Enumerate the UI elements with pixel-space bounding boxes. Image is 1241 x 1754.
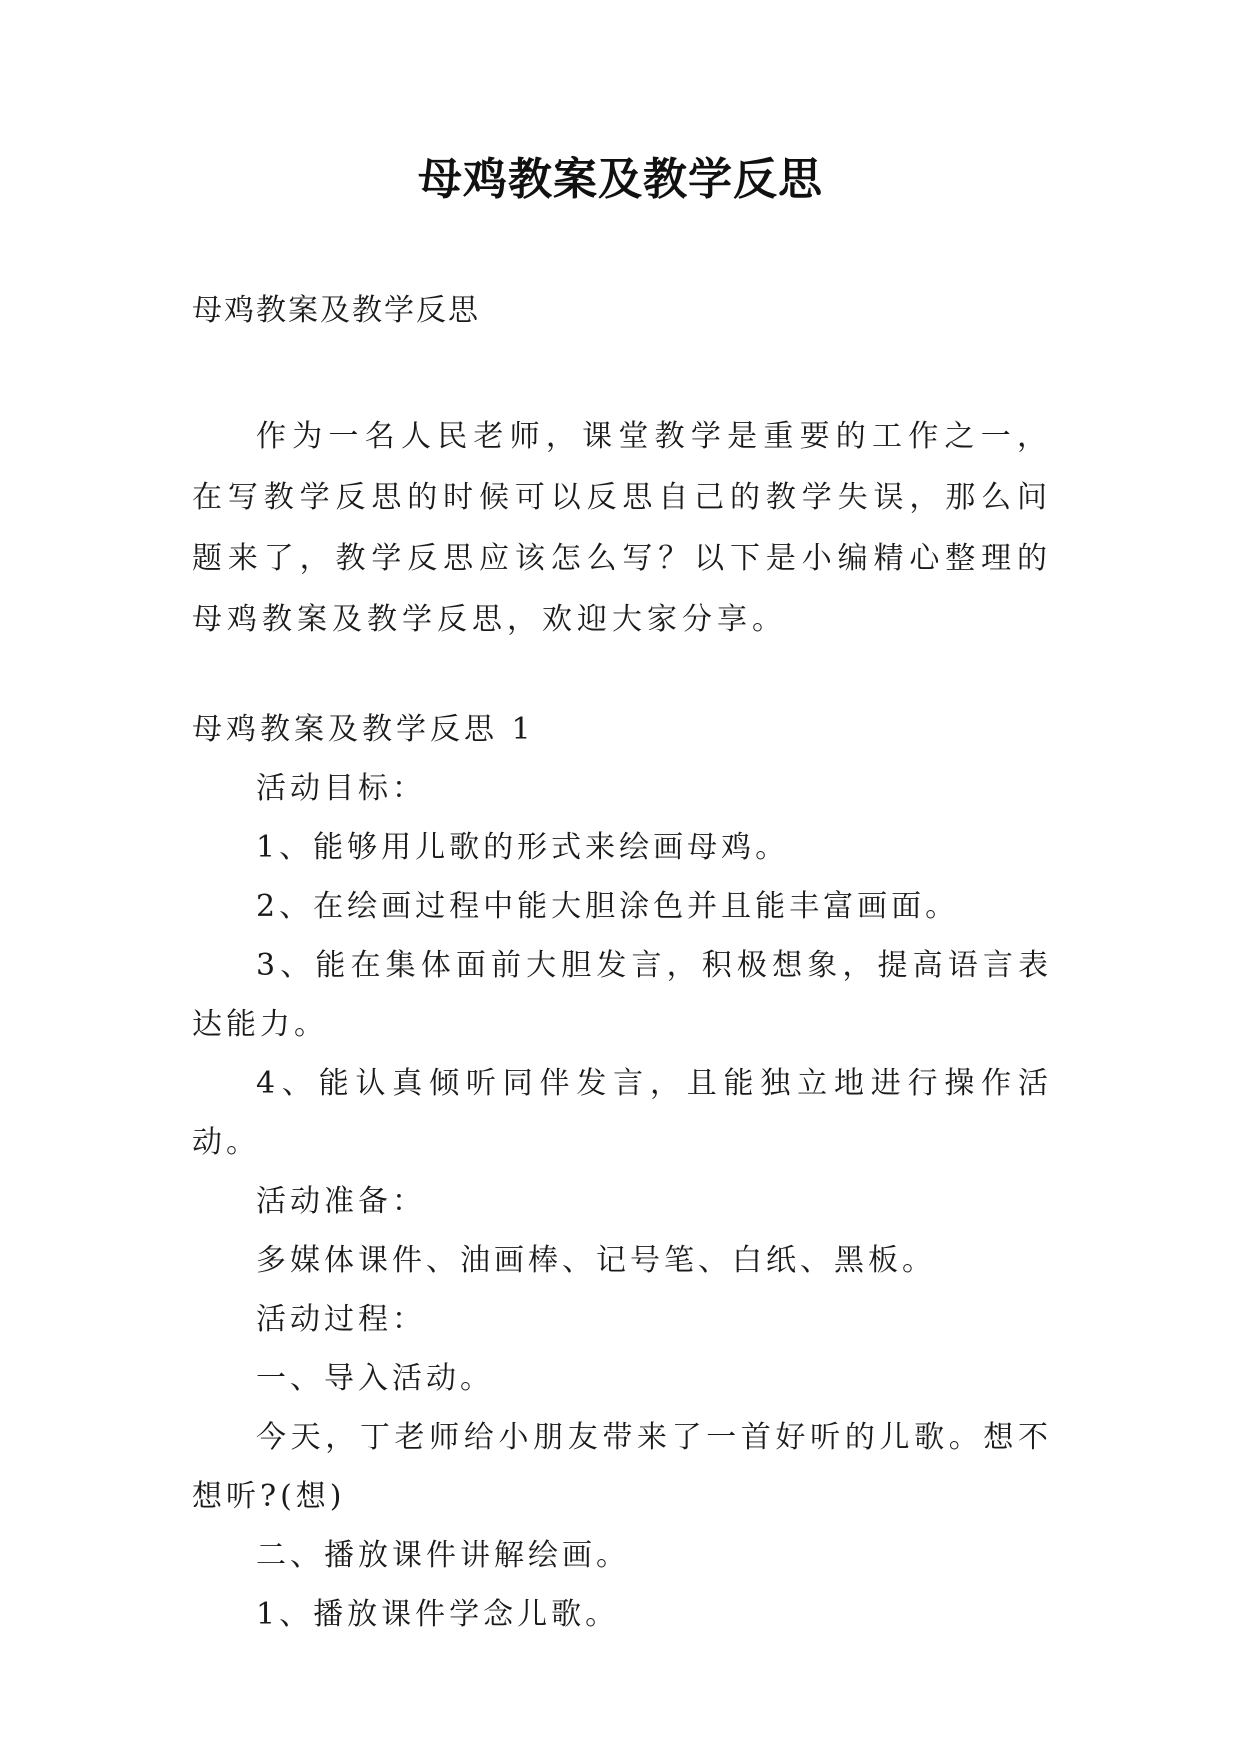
process-step-1-text: 今天，丁老师给小朋友带来了一首好听的儿歌。想不想听?(想): [192, 1420, 1052, 1514]
goal-item-3: 3、能在集体面前大胆发言，积极想象，提高语言表达能力。: [192, 948, 1052, 1042]
goal-item-4: 4、能认真倾听同伴发言，且能独立地进行操作活动。: [192, 1066, 1052, 1160]
goal-item-2: 2、在绘画过程中能大胆涂色并且能丰富画面。: [256, 889, 960, 924]
document-title: 母鸡教案及教学反思: [418, 154, 823, 205]
section-heading: 母鸡教案及教学反思 1: [192, 712, 535, 747]
document-subtitle: 母鸡教案及教学反思: [192, 293, 480, 328]
goal-item-1: 1、能够用儿歌的形式来绘画母鸡。: [256, 830, 790, 865]
activity-prep-heading: 活动准备：: [256, 1184, 426, 1219]
process-step-2-heading: 二、播放课件讲解绘画。: [256, 1538, 630, 1573]
activity-process-heading: 活动过程：: [256, 1302, 426, 1337]
process-step-2-item-1: 1、播放课件学念儿歌。: [256, 1597, 620, 1632]
activity-goals-heading: 活动目标：: [256, 771, 426, 806]
document-body: [192, 700, 1052, 1644]
process-step-1-heading: 一、导入活动。: [256, 1361, 494, 1396]
intro-paragraph: 作为一名人民老师，课堂教学是重要的工作之一，在写教学反思的时候可以反思自己的教学失误，那么问题来了，教学反思应该怎么写？以下是小编精心整理的母鸡教案及教学反思，欢迎大家分享。: [192, 419, 1052, 637]
prep-materials: 多媒体课件、油画棒、记号笔、白纸、黑板。: [256, 1243, 936, 1278]
